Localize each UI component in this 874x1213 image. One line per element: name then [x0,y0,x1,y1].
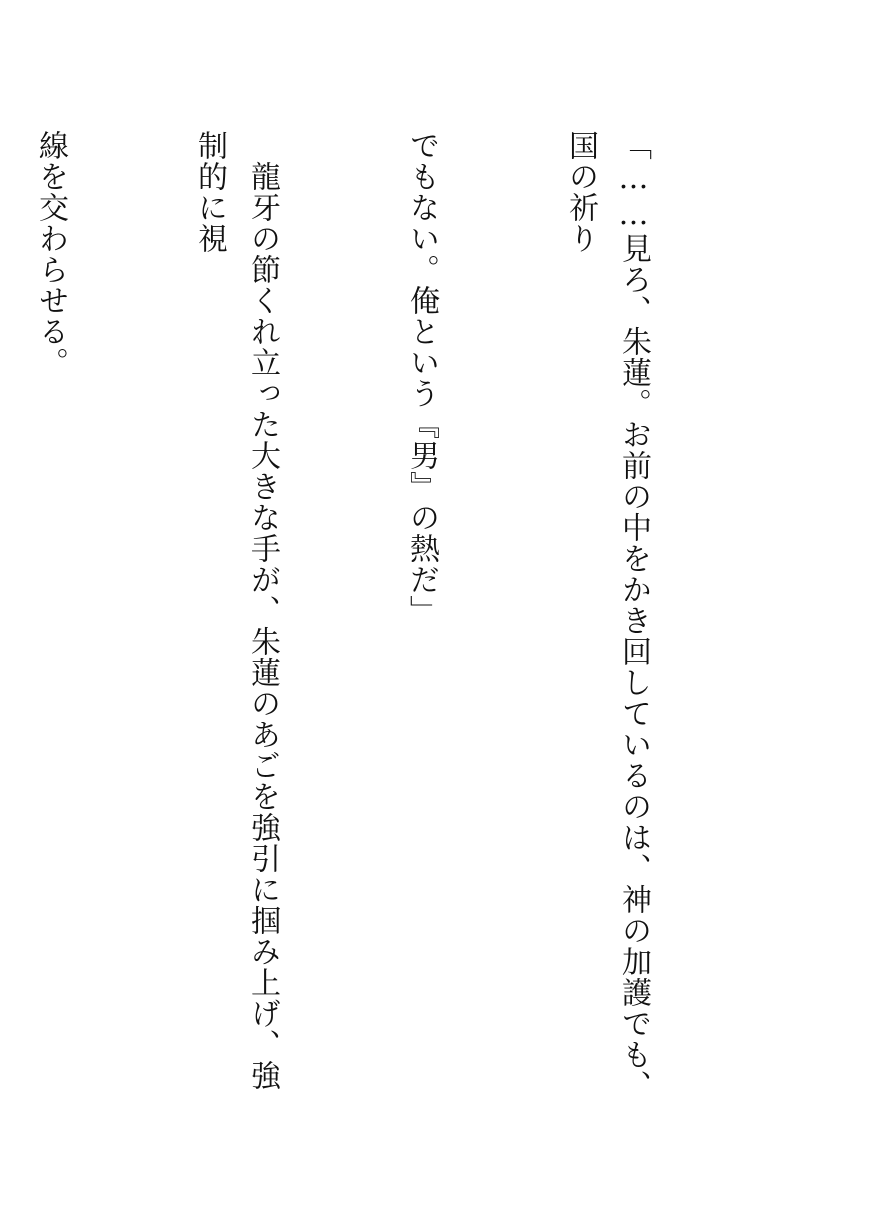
text-line: 線を交わらせる。 [33,130,68,378]
vertical-text-body [33,130,766,1110]
text-line: 「……見ろ、朱蓮。お前の中をかき回しているのは、神の加護でも、国の祈り [563,130,651,1101]
text-line: 龍牙の節くれ立った大きな手が、朱蓮のあごを強引に掴み上げ、強制的に視 [192,130,280,1091]
text-line: でもない。俺という『男』の熱だ」 [404,130,439,626]
